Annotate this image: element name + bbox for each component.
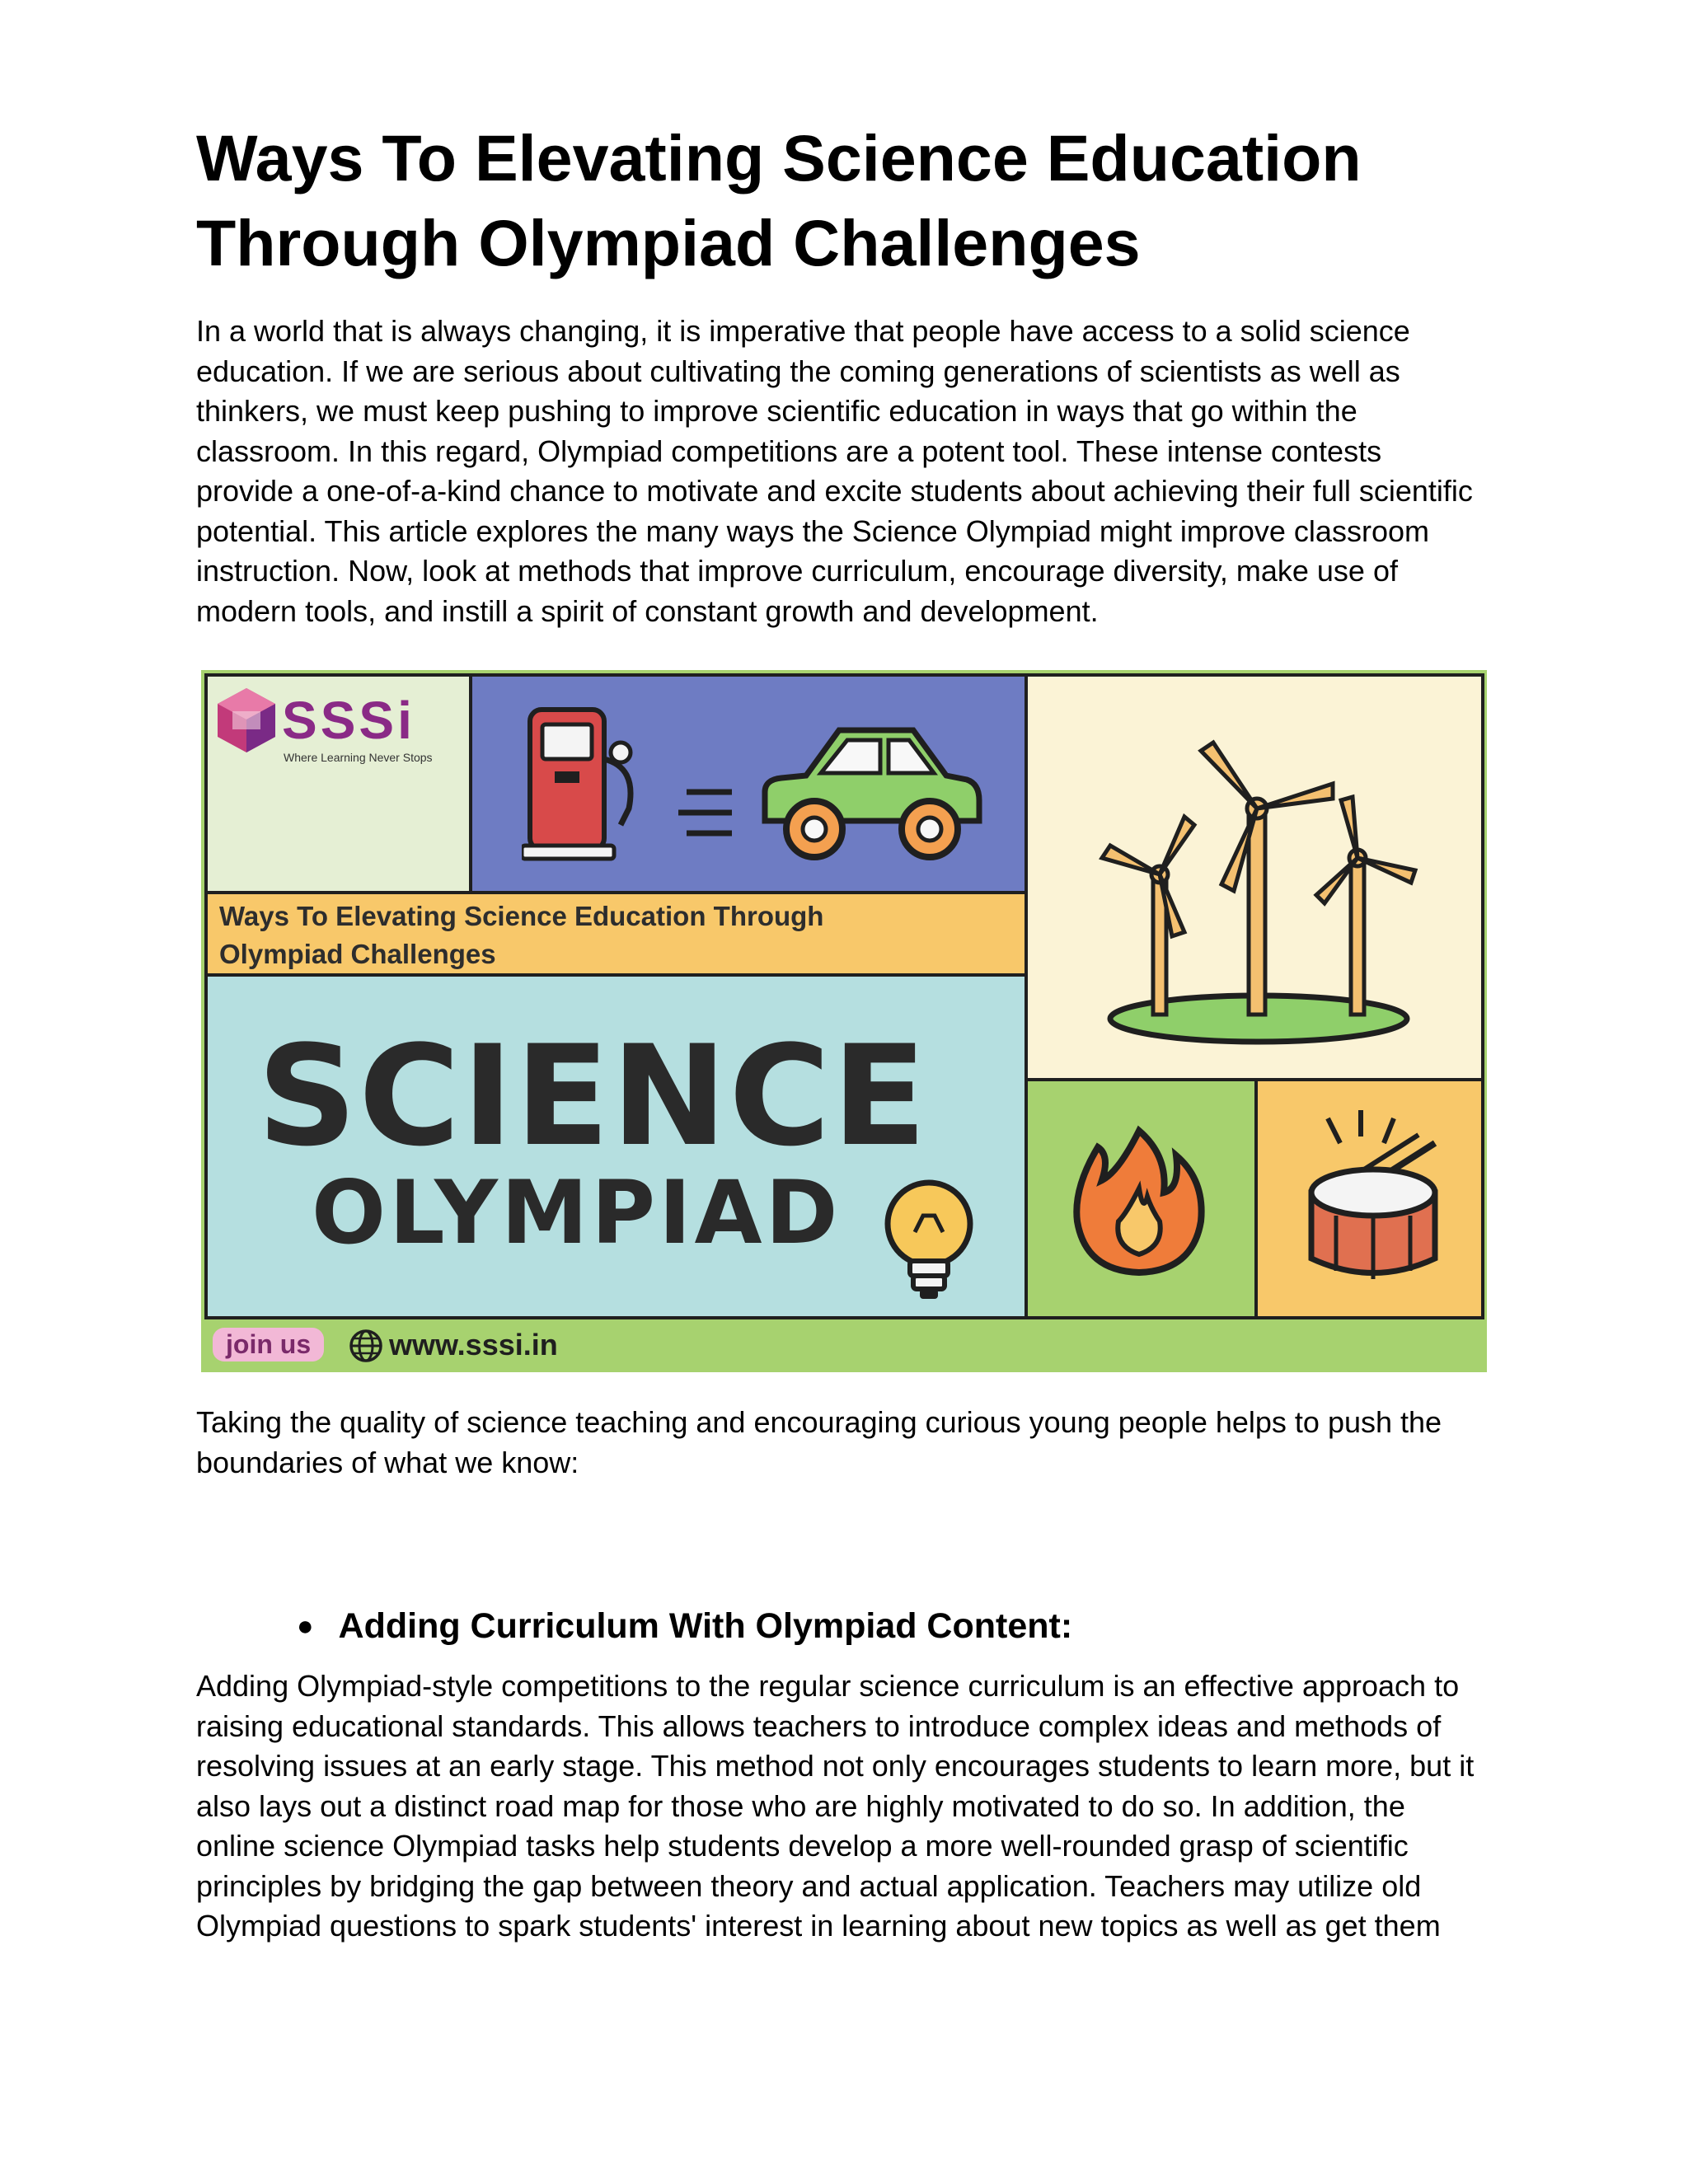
logo-tagline: Where Learning Never Stops [284,751,433,764]
flame-icon [1069,1122,1209,1279]
section-heading [297,1603,1072,1649]
lead-paragraph: Taking the quality of science teaching and encouraging curious young people helps to push the boundaries of what we know: [196,1405,1442,1479]
banner-science-panel [204,973,1028,1319]
banner-website: www.sssi.in [389,1328,558,1361]
bullet-icon: ● [297,1610,314,1642]
logo-text: SSSi [282,691,415,750]
banner-wind-panel [1025,673,1484,1081]
document-title-line2: Through Olympiad Challenges [196,206,1141,279]
intro-paragraph: In a world that is always changing, it is imperative that people have access to a solid science education. If we are serious about cultivating the coming generations of scientists as well as thinkers, we must keep pushing to improve scientific education in ways that go within the classroom. In this regard, Olympiad competitions are a potent tool. These intense contests provide a one-of-a-kind chance to motivate and excite students about achieving their full scientific potential. This article explores the many ways the Science Olympiad might improve classroom instruction. Now, look at methods that improve curriculum, encourage diversity, make use of modern tools, and instill a spirit of constant growth and development. [196,314,1473,628]
speed-lines-icon [678,784,736,841]
car-icon [748,722,987,870]
article-banner-image [201,670,1487,1372]
banner-fire-panel [1025,1078,1258,1319]
light-bulb-icon [875,1174,982,1306]
wind-turbine-icon [1085,726,1432,1047]
banner-car-panel [469,673,1028,894]
banner-title-line1: Ways To Elevating Science Education Through [219,901,824,931]
join-us-badge: join us [213,1328,324,1361]
globe-icon [348,1328,384,1364]
banner-title [219,898,961,973]
banner-logo-panel [204,673,472,894]
banner-drum-panel [1254,1078,1484,1319]
banner-science-word: SCIENCE [257,1015,929,1177]
fuel-pump-icon [522,701,645,866]
banner-title-line2: Olympiad Challenges [219,939,496,969]
section-heading-text: Adding Curriculum With Olympiad Content: [338,1606,1073,1646]
drum-icon [1295,1110,1451,1291]
banner-olympiad-word: OLYMPIAD [312,1162,842,1263]
banner-title-panel [204,891,1028,977]
curriculum-paragraph: Adding Olympiad-style competitions to the regular science curriculum is an effective approach to raising educational standards. This allows teachers to introduce complex ideas and methods of resolving issues at an early stage. This method not only encourages students to learn more, but it also lays out a distinct road map for those who are highly motivated to do so. In addition, the online science Olympiad tasks help students develop a more well-rounded grasp of scientific principles by bridging the gap between theory and actual application. Teachers may utilize old Olympiad questions to spark students' interest in learning about new topics as well as get them [196,1669,1475,1943]
logo-cube-icon [216,687,277,754]
document-title-line1: Ways To Elevating Science Education [196,121,1362,194]
document-title [196,115,1482,285]
